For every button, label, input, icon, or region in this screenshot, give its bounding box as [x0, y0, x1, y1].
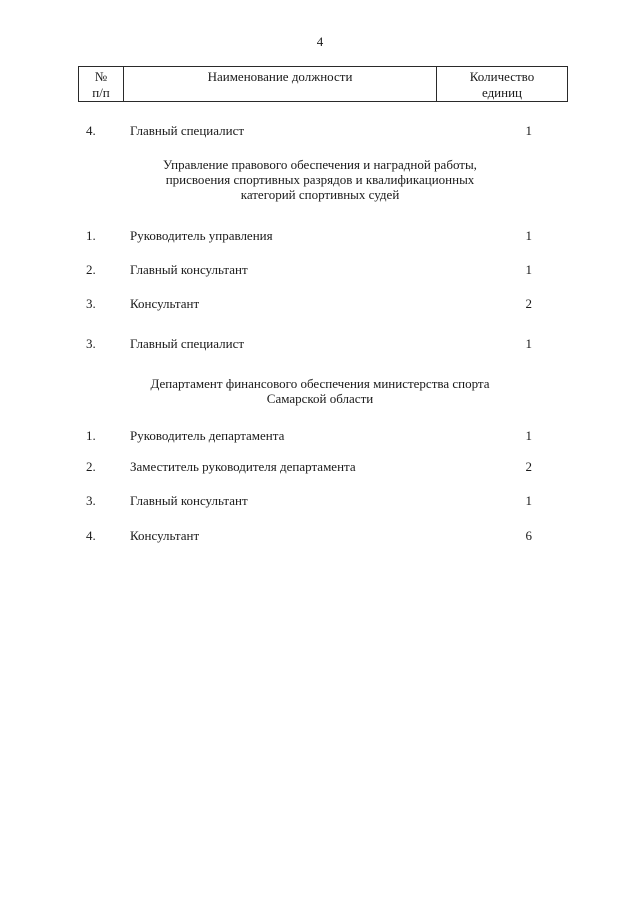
section-title [0, 157, 640, 202]
table-row [0, 493, 640, 509]
table-row [0, 336, 640, 352]
header-qty-cell [437, 67, 567, 101]
row-number: 2. [86, 459, 96, 474]
section-title-line: Департамент финансового обеспечения министерства спорта [150, 376, 490, 391]
header-name-cell [124, 67, 437, 101]
header-qty-line2: единиц [481, 85, 523, 100]
row-position: Главный консультант [130, 493, 248, 508]
row-position: Главный специалист [130, 336, 245, 351]
row-quantity: 1 [525, 228, 532, 243]
table-row [0, 123, 640, 139]
row-position: Руководитель управления [130, 228, 273, 243]
table-header [78, 66, 568, 102]
row-quantity: 1 [525, 428, 532, 443]
table-row [0, 296, 640, 312]
table-row [0, 528, 640, 544]
row-position: Главный специалист [130, 123, 245, 138]
row-number: 3. [86, 336, 96, 351]
table-row [0, 428, 640, 444]
row-quantity: 1 [525, 336, 532, 351]
row-quantity: 1 [525, 493, 532, 508]
row-number: 3. [86, 296, 96, 311]
header-name: Наименование должности [207, 69, 353, 84]
row-quantity: 6 [525, 528, 532, 543]
section-title-line: присвоения спортивных разрядов и квалификационных [165, 172, 475, 187]
section-title [0, 376, 640, 406]
row-position: Заместитель руководителя департамента [130, 459, 356, 474]
row-position: Главный консультант [130, 262, 248, 277]
row-number: 4. [86, 528, 96, 543]
page-number: 4 [316, 34, 324, 49]
header-qty-line1: Количество [469, 69, 535, 84]
header-num-line2: п/п [92, 85, 110, 100]
header-num-line1: № [94, 69, 108, 84]
row-position: Руководитель департамента [130, 428, 285, 443]
section-title-line: Самарской области [266, 391, 374, 406]
table-row [0, 228, 640, 244]
row-position: Консультант [130, 528, 200, 543]
row-number: 2. [86, 262, 96, 277]
row-number: 1. [86, 428, 96, 443]
row-position: Консультант [130, 296, 200, 311]
row-quantity: 2 [525, 296, 532, 311]
section-title-line: категорий спортивных судей [240, 187, 400, 202]
row-number: 3. [86, 493, 96, 508]
row-quantity: 2 [525, 459, 532, 474]
table-row [0, 459, 640, 475]
row-number: 4. [86, 123, 96, 138]
table-row [0, 262, 640, 278]
header-num-cell [79, 67, 124, 101]
section-title-line: Управление правового обеспечения и наградной работы, [163, 157, 477, 172]
row-quantity: 1 [525, 123, 532, 138]
row-quantity: 1 [525, 262, 532, 277]
row-number: 1. [86, 228, 96, 243]
